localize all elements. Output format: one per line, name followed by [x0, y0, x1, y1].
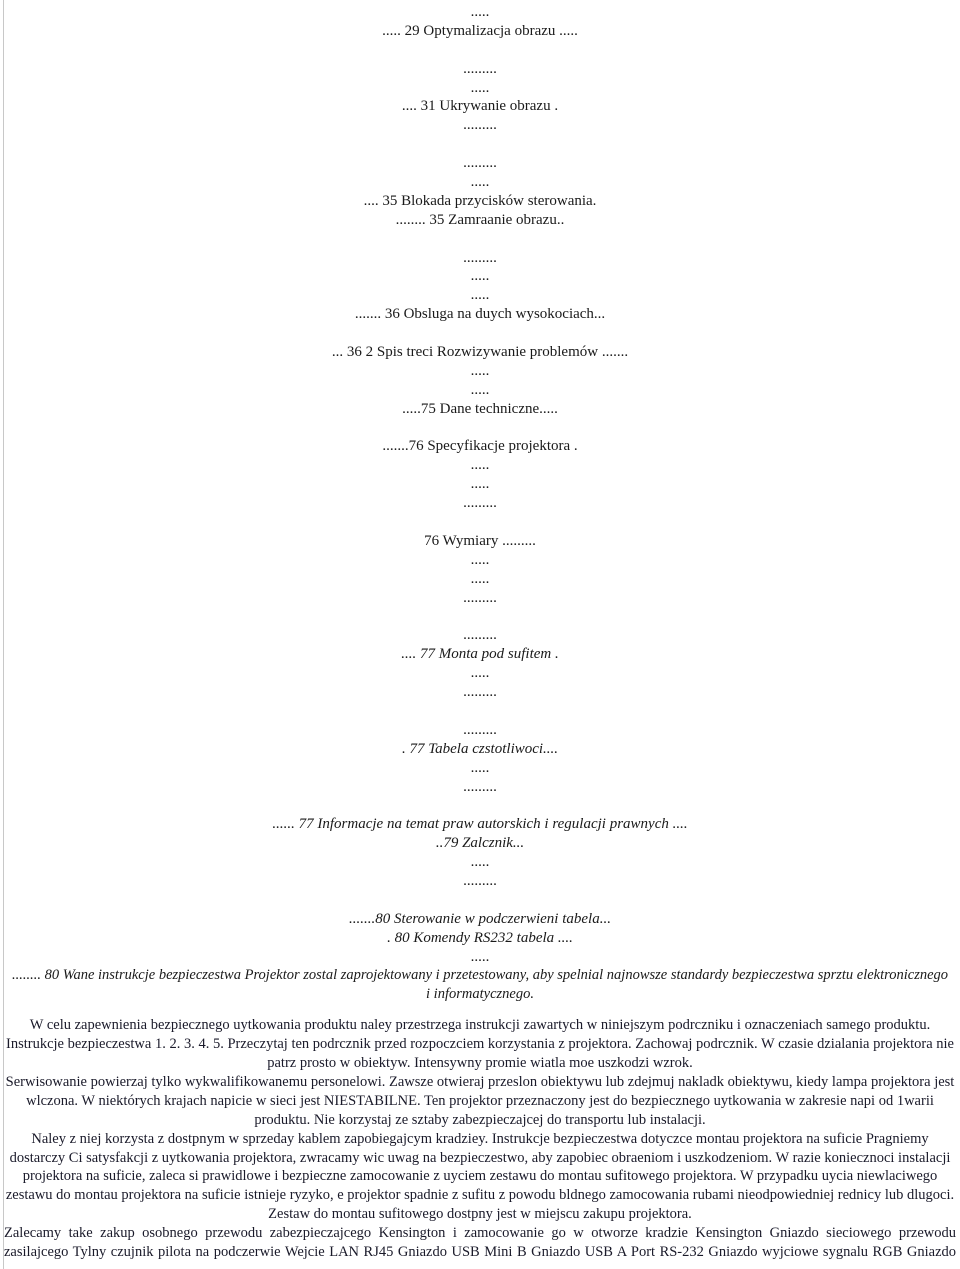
toc-entry: .........: [463, 627, 497, 644]
toc-entry: ........ 35 Zamraanie obrazu..: [395, 211, 565, 228]
toc-entry: .........: [463, 589, 497, 606]
toc-spacer: [4, 230, 956, 249]
toc-spacer: [4, 419, 956, 438]
toc-entry: .....: [470, 457, 490, 474]
table-of-contents: [4, 0, 956, 966]
toc-entry: .....: [470, 287, 490, 304]
toc-entry: .....: [470, 174, 490, 191]
toc-entry: .... 31 Ukrywanie obrazu .: [401, 98, 559, 115]
toc-entry: .....: [470, 4, 490, 20]
toc-spacer: [4, 513, 956, 532]
toc-entry: .... 35 Blokada przycisków sterowania.: [363, 192, 597, 209]
toc-entry: .......80 Sterowanie w podczerwieni tabela...: [349, 910, 611, 927]
body-paragraph-safety-instructions: W celu zapewnienia bezpiecznego uytkowania produktu naley przestrzega instrukcji zawartych w niniejszym podrczniku i oznaczeniach samego produktu. Instrukcje bezpieczestwa 1. 2. 3. 4. 5. Przeczytaj ten podrcznik przed rozpoczciem korzystania z projektora. Zachowaj podrcznik. W czasie dzialania projektora nie patrz prosto w obiektyw. Intensywny promie wiatla moe uszkodzi wzrok.: [6, 1017, 954, 1072]
body-paragraph-kensington: Zalecamy take zakup osobnego przewodu zabezpieczajcego Kensington i zamocowanie go w otworze kradzie Kensington Gniazdo sieciowego przewodu zasilajcego Tylny czujnik pilota na podczerwie Wejcie LAN RJ45 Gniazdo USB Mini B Gniazdo USB A Port RS-232 Gniazdo wyjciowe sygnalu RGB Gniazdo: [4, 1225, 956, 1261]
toc-entry: .....: [470, 476, 490, 493]
toc-entry: .........: [463, 684, 497, 701]
toc-entry: ... 36 2 Spis treci Rozwizywanie problemów .......: [331, 344, 629, 361]
toc-entry: .....: [470, 551, 490, 568]
toc-entry: .....: [470, 948, 490, 965]
toc-entry: .........: [463, 495, 497, 512]
toc-entry: .......76 Specyfikacje projektora .: [382, 438, 578, 455]
toc-spacer: [4, 135, 956, 154]
toc-spacer: [4, 891, 956, 910]
toc-entry: ..79 Zalcznik...: [435, 835, 525, 852]
toc-spacer: [4, 324, 956, 343]
toc-entry: .....: [470, 570, 490, 587]
toc-entry: .....: [470, 381, 490, 398]
toc-entry: .........: [463, 778, 497, 795]
toc-entry: .....: [470, 79, 490, 96]
toc-spacer: [4, 796, 956, 815]
toc-entry: .........: [463, 155, 497, 172]
safety-intro-paragraph: ........ 80 Wane instrukcje bezpieczestwa Projektor zostal zaprojektowany i przetestowany, aby spelnial najnowsze standardy bezpieczestwa sprztu elektronicznego i informatycznego.: [11, 967, 949, 1003]
toc-entry: .....: [470, 665, 490, 682]
toc-entry: .....: [470, 362, 490, 379]
toc-entry: .....: [470, 268, 490, 285]
toc-entry: ..... 29 Optymalizacja obrazu .....: [382, 22, 578, 39]
body-paragraph-ceiling-mount: Naley z niej korzysta z dostpnym w sprzeday kablem zapobiegajcym kradziey. Instrukcje bezpieczestwa dotyczce montau projektora na suficie Pragniemy dostarczy Ci satysfakcji z uytkowania projektora, zwracamy wic uwag na bezpieczestwo, aby zapobiec obraeniom i uszkodzeniom. W razie koniecznoci instalacji projektora na suficie, zaleca si prawidlowe i bezpieczne zamocowanie z uyciem zestawu do montau sufitowego projektora. W przypadku uycia niewlaciwego zestawu do montau projektora na suficie istnieje ryzyko, e projektor spadnie z sufitu z powodu bldnego zamocowania rubami nieodpowiedniej rednicy lub dlugoci. Zestaw do montau sufitowego dostpny jest w miejscu zakupu projektora.: [5, 1130, 955, 1223]
toc-entry: .....: [470, 759, 490, 776]
toc-entry: ....... 36 Obsluga na duych wysokociach...: [354, 306, 606, 323]
toc-spacer: [4, 608, 956, 627]
toc-entry: .....75 Dane techniczne.....: [402, 400, 558, 417]
toc-entry: 76 Wymiary .........: [424, 532, 536, 549]
toc-entry: . 80 Komendy RS232 tabela ....: [387, 929, 573, 946]
toc-spacer: [4, 702, 956, 721]
toc-entry: .... 77 Monta pod sufitem .: [401, 646, 559, 663]
toc-entry: .........: [463, 60, 497, 77]
toc-entry: ...... 77 Informacje na temat praw autorskich i regulacji prawnych ....: [272, 816, 688, 833]
toc-spacer: [4, 41, 956, 60]
toc-entry: .........: [463, 117, 497, 134]
toc-entry: .........: [463, 721, 497, 738]
toc-entry: .........: [463, 249, 497, 266]
body-text: [4, 1016, 956, 1262]
toc-entry: . 77 Tabela czstotliwoci....: [401, 740, 559, 757]
document-page: [4, 0, 956, 1262]
body-paragraph-service: Serwisowanie powierzaj tylko wykwalifikowanemu personelowi. Zawsze otwieraj przeslon obiektywu lub zdejmuj nakladk obiektywu, kiedy lampa projektora jest wlczona. W niektórych krajach napicie w sieci jest NIESTABILNE. Ten projektor przeznaczony jest do bezpiecznego uytkowania w zakresie napi od 1warii produktu. Nie korzystaj ze sztaby zabezpieczajcej do transportu lub instalacji.: [5, 1073, 955, 1128]
toc-entry: .....: [470, 854, 490, 871]
toc-entry: .........: [463, 872, 497, 889]
